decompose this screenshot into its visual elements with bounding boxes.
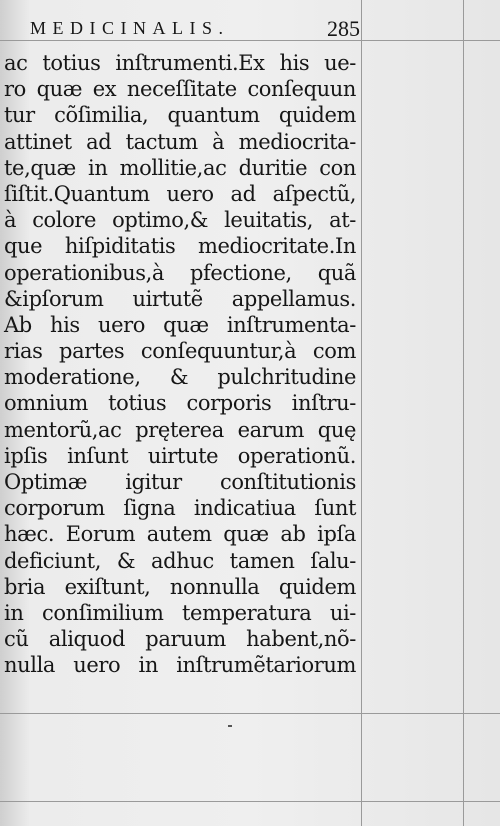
text-line: que hiſpiditatis mediocritate.In (4, 234, 356, 259)
text-line: &ipſorum uirtutẽ appellamus. (4, 286, 356, 311)
body-text (4, 50, 356, 679)
text-line: te,quæ in mollitie,ac duritie con (4, 155, 356, 180)
text-line: attinet ad tactum à mediocrita- (4, 129, 356, 154)
text-line: deficiunt, & adhuc tamen ſalu- (4, 548, 356, 573)
text-line: cũ aliquod paruum habent,nõ- (4, 627, 356, 652)
text-line: ipſis inſunt uirtute operationũ. (4, 443, 356, 468)
text-line: nulla uero in inſtrumẽtariorum (4, 653, 356, 678)
running-head (30, 16, 360, 42)
text-line: in conſimilium temperatura ui- (4, 600, 356, 625)
text-line: bria exiſtunt, nonnulla quidem (4, 574, 356, 599)
text-line: ro quæ ex neceſſitate conſequun (4, 77, 356, 102)
printer-mark (228, 725, 232, 727)
margin-rule-inner (361, 0, 362, 826)
text-line: à colore optimo,& leuitatis, at- (4, 208, 356, 233)
text-line: corporum ſigna indicatiua ſunt (4, 496, 356, 521)
text-line: ac totius inſtrumenti.Ex his ue- (4, 51, 356, 75)
text-line: operationibus,à pfectione, quã (4, 260, 356, 285)
text-line: ſiſtit.Quantum uero ad aſpectũ, (4, 181, 356, 206)
running-title: MEDICINALIS. (30, 18, 230, 38)
text-line: mentorũ,ac pręterea earum quę (4, 417, 356, 442)
text-line: omnium totius corporis inſtru- (4, 391, 356, 416)
text-line: rias partes conſequuntur,à com (4, 339, 356, 364)
text-line: moderatione, & pulchritudine (4, 365, 356, 390)
text-line: Optimæ igitur conſtitutionis (4, 470, 356, 494)
text-line: tur cõſimilia, quantum quidem (4, 103, 356, 128)
page-bottom-rule (0, 801, 500, 802)
text-bottom-rule (0, 713, 500, 714)
page-number: 285 (327, 16, 360, 41)
text-line: Ab his uero quæ inſtrumenta- (4, 312, 356, 337)
text-line: hæc. Eorum autem quæ ab ipſa (4, 522, 356, 547)
margin-rule-outer (463, 0, 464, 826)
